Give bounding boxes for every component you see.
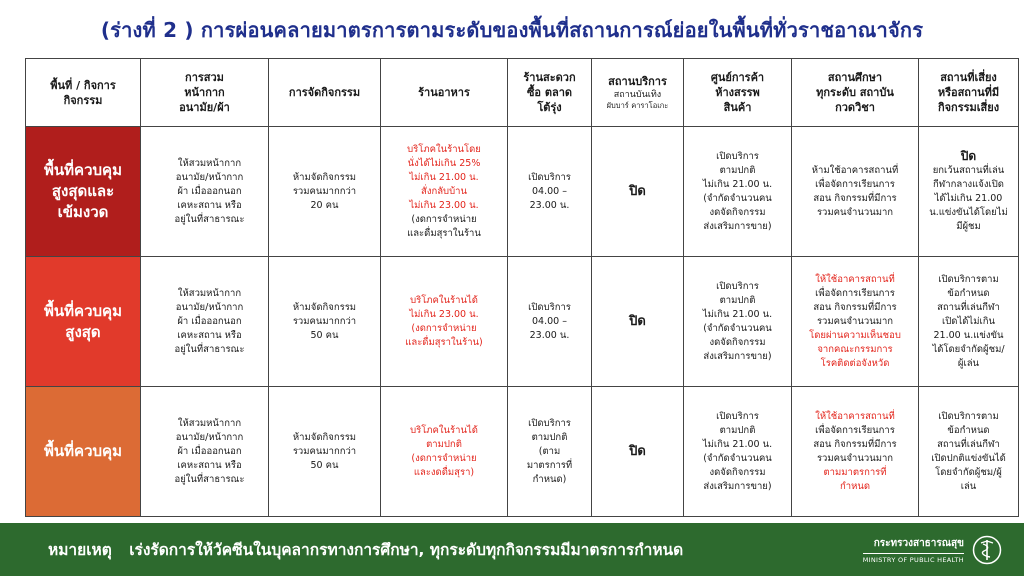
- text-line: อยู่ในที่สาธารณะ: [174, 213, 245, 225]
- mask-cell: [141, 257, 269, 387]
- text-line: การจัดกิจกรรม: [288, 86, 361, 99]
- convenience-cell: [508, 127, 592, 257]
- risky-text: [923, 164, 1014, 234]
- text-line: หน้ากาก: [184, 86, 225, 99]
- text-line: และงดดื่มสุรา): [413, 466, 475, 478]
- zone-label-control: [26, 387, 141, 517]
- entertainment-cell: ปิด: [592, 387, 684, 517]
- footer-banner: [0, 523, 1024, 576]
- restaurant-cell: [381, 257, 508, 387]
- text-line: เพื่อจัดการเรียนการ: [815, 287, 895, 299]
- text-line: สอน กิจกรรมที่มีการ: [813, 438, 897, 450]
- text-line: พื้นที่ควบคุม: [44, 161, 122, 179]
- text-line: เปิดบริการ: [716, 410, 759, 422]
- activity-cell: [269, 387, 381, 517]
- activity-cell: [269, 127, 381, 257]
- text-line: รวมคนจำนวนมาก: [816, 452, 894, 464]
- zone-label-max: [26, 257, 141, 387]
- restaurant-cell: [381, 127, 508, 257]
- text-line: งดจัดกิจกรรม: [709, 206, 766, 218]
- text-line: พื้นที่ / กิจการ: [50, 78, 116, 92]
- mask-cell: [141, 387, 269, 517]
- text-line: สถานที่เล่นกีฬา: [937, 301, 1000, 313]
- text-line: และดื่มสุราในร้าน: [407, 227, 481, 239]
- header-zone: [26, 59, 141, 127]
- risky-cell: [919, 257, 1019, 387]
- text-line: เข้มงวด: [57, 203, 109, 221]
- activity-cell: [269, 257, 381, 387]
- text-line: เปิดบริการ: [528, 171, 571, 183]
- text-line: 50 คน: [310, 329, 339, 341]
- text-line: กิจกรรม: [63, 93, 103, 107]
- text-line: เปิดบริการ: [528, 301, 571, 313]
- table-row: [26, 387, 1019, 517]
- text-line: พื้นที่ควบคุม: [44, 301, 122, 320]
- text-line: สถานที่เล่นกีฬา: [937, 438, 1000, 450]
- table-row: [26, 127, 1019, 257]
- text-line: รวมคนมากกว่า: [292, 185, 357, 197]
- text-line: กิจกรรมเสี่ยง: [937, 101, 1000, 114]
- text-line: (งดการจำหน่าย: [411, 452, 477, 464]
- text-line: เปิดปกติแข่งขันได้: [931, 452, 1006, 464]
- text-line: (จำกัดจำนวนคน: [703, 192, 772, 204]
- text-line: ไม่เกิน 21.00 น.: [702, 178, 773, 190]
- text-line: สถานที่เสี่ยง: [940, 71, 997, 84]
- text-line: รวมคนมากกว่า: [292, 445, 357, 457]
- text-line: ตามปกติ: [719, 164, 756, 176]
- page-title: (ร่างที่ 2 ) การผ่อนคลายมาตรการตามระดับของพื้นที่สถานการณ์ย่อยในพื้นที่ทั่วราชอาณาจักร: [100, 18, 924, 42]
- text-line: 20 คน: [310, 199, 339, 211]
- education-text: [796, 424, 914, 466]
- zone-label-strict: [26, 127, 141, 257]
- mask-cell: [141, 127, 269, 257]
- mall-cell: [684, 257, 792, 387]
- text-line: โดยจำกัดผู้ชม/ผู้: [935, 466, 1002, 478]
- text-line: ร้านอาหาร: [418, 86, 470, 99]
- text-line: ให้ใช้อาคารสถานที่: [815, 273, 895, 285]
- text-line: ไม่เกิน 23.00 น.: [409, 308, 479, 320]
- text-line: รวมคนจำนวนมาก: [816, 315, 894, 327]
- table-row: [26, 257, 1019, 387]
- text-line: 04.00 –: [532, 185, 567, 197]
- education-cell: [792, 387, 919, 517]
- text-line: อยู่ในที่สาธารณะ: [174, 343, 245, 355]
- text-line: ห้างสรรพ: [715, 86, 760, 99]
- header-mall: [684, 59, 792, 127]
- text-line: รวมคนมากกว่า: [292, 315, 357, 327]
- entertainment-cell: ปิด: [592, 127, 684, 257]
- text-line: ส่งเสริมการขาย): [703, 220, 772, 232]
- text-line: กำหนด: [839, 480, 870, 492]
- text-line: งดจัดกิจกรรม: [709, 466, 766, 478]
- education-highlight: [796, 273, 914, 287]
- text-line: ตามปกติ: [531, 431, 568, 443]
- text-line: ตามปกติ: [719, 294, 756, 306]
- education-condition: [796, 329, 914, 371]
- education-text: [796, 164, 914, 220]
- footer-note: [48, 537, 683, 562]
- text-line: ข้อกำหนด: [947, 287, 990, 299]
- text-line: ห้ามจัดกิจกรรม: [292, 301, 357, 313]
- text-line: (จำกัดจำนวนคน: [703, 322, 772, 334]
- text-line: สูงสุดและ: [51, 182, 115, 200]
- text-line: กีฬากลางแจ้งเปิด: [933, 179, 1004, 190]
- text-line: ไม่เกิน 23.00 น.: [409, 199, 479, 211]
- text-line: งดจัดกิจกรรม: [709, 336, 766, 348]
- header-mask: [141, 59, 269, 127]
- text-line: หรือสถานที่มี: [937, 86, 1000, 99]
- footer-note-lead: หมายเหตุ: [48, 541, 112, 559]
- text-line: เปิดบริการ: [716, 280, 759, 292]
- text-line: ห้ามใช้อาคารสถานที่: [811, 164, 899, 176]
- text-line: สั่งกลับบ้าน: [421, 185, 467, 197]
- text-line: เคหะสถาน หรือ: [177, 199, 242, 211]
- text-line: โดยผ่านความเห็นชอบ: [809, 329, 901, 341]
- text-line: อนามัย/หน้ากาก: [175, 171, 244, 183]
- mall-cell: [684, 387, 792, 517]
- text-line: อนามัย/หน้ากาก: [175, 301, 244, 313]
- header-entertainment: [592, 59, 684, 127]
- text-line: เล่น: [960, 480, 977, 492]
- text-line: ศูนย์การค้า: [710, 71, 765, 84]
- table-header-row: [26, 59, 1019, 127]
- education-highlight: [796, 410, 914, 424]
- header-education-line2: ทุกระดับ สถาบัน: [816, 86, 894, 99]
- header-risky: [919, 59, 1019, 127]
- text-line: ตามปกติ: [719, 424, 756, 436]
- text-line: เคหะสถาน หรือ: [177, 459, 242, 471]
- text-line: สูงสุด: [65, 322, 101, 341]
- text-line: อยู่ในที่สาธารณะ: [174, 473, 245, 485]
- text-line: ไม่เกิน 21.00 น.: [409, 171, 479, 183]
- text-line: นั่งได้ไม่เกิน 25%: [407, 157, 481, 169]
- text-line: กำหนด): [532, 473, 567, 485]
- text-line: สอน กิจกรรมที่มีการ: [813, 301, 897, 313]
- education-cell: [792, 127, 919, 257]
- text-line: การสวม: [185, 71, 224, 84]
- footer-note-text: เร่งรัดการให้วัคซีนในบุคลากรทางการศึกษา, ทุกระดับทุกกิจกรรมมีมาตรการกำหนด: [129, 541, 684, 559]
- risky-cell: [919, 387, 1019, 517]
- text-line: เปิดบริการ: [716, 150, 759, 162]
- text-line: 23.00 น.: [529, 329, 570, 341]
- entertainment-cell: ปิด: [592, 257, 684, 387]
- text-line: ห้ามจัดกิจกรรม: [292, 171, 357, 183]
- risky-cell: [919, 127, 1019, 257]
- header-education: [792, 59, 919, 127]
- text-line: เปิดบริการตาม: [938, 273, 999, 285]
- text-line: บริโภคในร้านได้: [410, 424, 478, 436]
- risky-status: ปิด: [960, 149, 977, 163]
- text-line: บริโภคในร้านโดย: [407, 143, 481, 155]
- text-line: อนามัย/ผ้า: [179, 101, 230, 114]
- text-line: ให้สวมหน้ากาก: [177, 287, 242, 299]
- text-line: 21.00 น.แข่งขัน: [933, 329, 1004, 341]
- text-line: (จำกัดจำนวนคน: [703, 452, 772, 464]
- text-line: (ตาม: [538, 445, 561, 457]
- restaurant-cell: [381, 387, 508, 517]
- moph-logo: [863, 535, 1002, 565]
- text-line: พื้นที่ควบคุม: [44, 442, 122, 460]
- text-line: โต้รุ่ง: [537, 101, 562, 114]
- org-name-english: MINISTRY OF PUBLIC HEALTH: [862, 555, 964, 564]
- text-line: เปิดบริการตาม: [938, 410, 999, 422]
- text-line: บริโภคในร้านได้: [410, 294, 478, 306]
- text-line: เปิดบริการ: [528, 417, 571, 429]
- convenience-cell: [508, 257, 592, 387]
- text-line: 50 คน: [310, 459, 339, 471]
- text-line: ให้สวมหน้ากาก: [177, 157, 242, 169]
- text-line: มาตรการที่: [526, 459, 573, 471]
- header-education-line3: กวดวิชา: [835, 101, 875, 114]
- text-line: (งดการจำหน่าย: [411, 213, 477, 225]
- text-line: มีผู้ชม: [956, 221, 981, 232]
- text-line: ส่งเสริมการขาย): [703, 350, 772, 362]
- text-line: สอน กิจกรรมที่มีการ: [813, 192, 897, 204]
- education-cell: [792, 257, 919, 387]
- text-line: ซื้อ ตลาด: [526, 86, 573, 99]
- moph-emblem-icon: [972, 535, 1002, 565]
- convenience-cell: [508, 387, 592, 517]
- education-condition: [796, 466, 914, 494]
- restaurant-highlight: [385, 143, 503, 213]
- mall-cell: [684, 127, 792, 257]
- text-line: ห้ามจัดกิจกรรม: [292, 431, 357, 443]
- text-line: ไม่เกิน 21.00 น.: [702, 308, 773, 320]
- text-line: น.แข่งขันได้โดยไม่: [929, 207, 1008, 218]
- text-line: สินค้า: [723, 101, 752, 114]
- header-convenience: [508, 59, 592, 127]
- measures-table: [25, 58, 1019, 517]
- text-line: ให้ใช้อาคารสถานที่: [815, 410, 895, 422]
- text-line: 23.00 น.: [529, 199, 570, 211]
- text-line: ไม่เกิน 21.00 น.: [702, 438, 773, 450]
- text-line: ข้อกำหนด: [947, 424, 990, 436]
- text-line: (งดการจำหน่าย: [411, 322, 477, 334]
- text-line: ยกเว้นสถานที่เล่น: [932, 165, 1005, 176]
- org-name-thai: กระทรวงสาธารณสุข: [863, 536, 964, 554]
- text-line: ผ้า เมื่อออกนอก: [177, 315, 242, 327]
- header-restaurant: [381, 59, 508, 127]
- header-education-title: สถานศึกษา: [827, 71, 883, 84]
- text-line: ผ้า เมื่อออกนอก: [177, 445, 242, 457]
- text-line: ตามมาตรการที่: [823, 466, 887, 478]
- text-line: จากคณะกรรมการ: [817, 343, 893, 355]
- text-line: เพื่อจัดการเรียนการ: [815, 178, 895, 190]
- text-line: ผ้า เมื่อออกนอก: [177, 185, 242, 197]
- restaurant-note: [385, 213, 503, 241]
- header-activity: [269, 59, 381, 127]
- text-line: ได้ไม่เกิน 21.00: [934, 193, 1003, 204]
- header-entertainment-sub2: ผับบาร์ คาราโอเกะ: [606, 101, 669, 110]
- text-line: โรคติดต่อจังหวัด: [820, 357, 890, 369]
- education-text: [796, 287, 914, 329]
- text-line: อนามัย/หน้ากาก: [175, 431, 244, 443]
- text-line: รวมคนจำนวนมาก: [816, 206, 894, 218]
- header-entertainment-title: สถานบริการ: [608, 75, 667, 88]
- text-line: ได้โดยจำกัดผู้ชม/: [932, 343, 1005, 355]
- text-line: 04.00 –: [532, 315, 567, 327]
- text-line: เปิดได้ไม่เกิน: [942, 315, 995, 327]
- text-line: ร้านสะดวก: [523, 71, 576, 84]
- text-line: และดื่มสุราในร้าน): [405, 336, 483, 348]
- header-entertainment-sub: สถานบันเทิง: [613, 90, 662, 100]
- text-line: ผู้เล่น: [957, 357, 980, 369]
- text-line: เคหะสถาน หรือ: [177, 329, 242, 341]
- text-line: เพื่อจัดการเรียนการ: [815, 424, 895, 436]
- text-line: ตามปกติ: [426, 438, 462, 450]
- text-line: ส่งเสริมการขาย): [703, 480, 772, 492]
- text-line: ให้สวมหน้ากาก: [177, 417, 242, 429]
